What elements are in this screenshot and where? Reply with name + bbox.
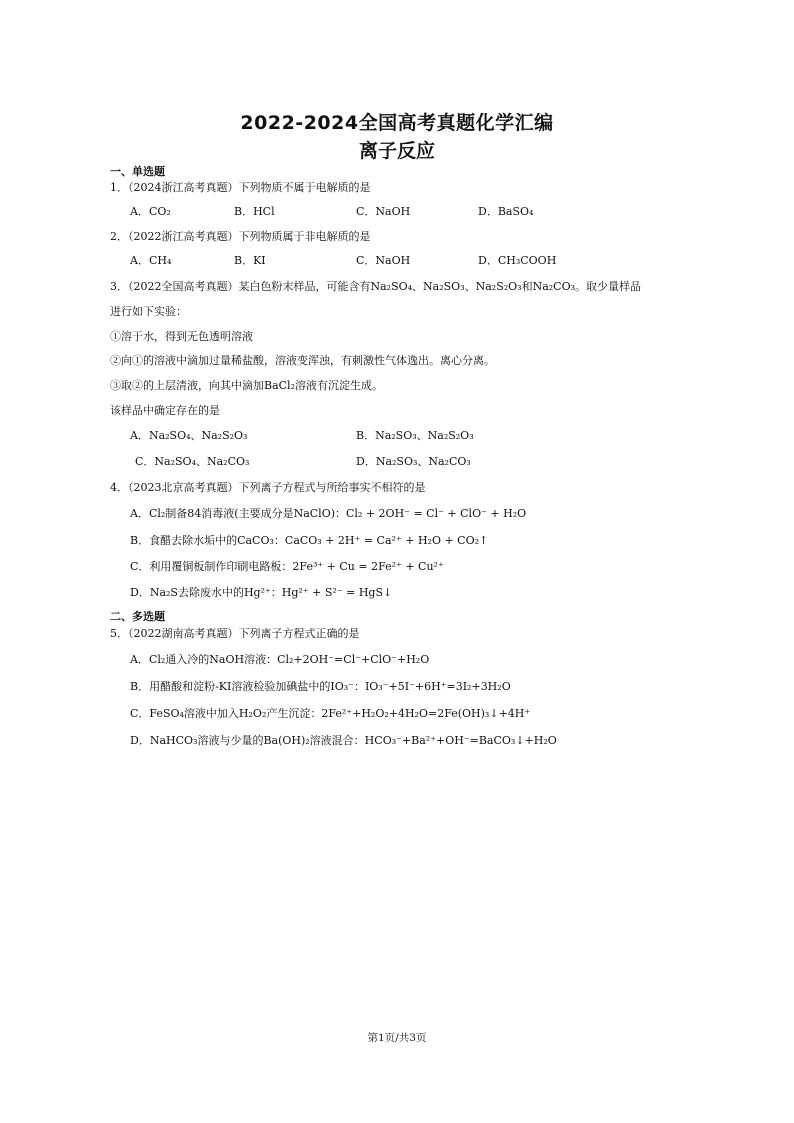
question-1-option-b: B．HCl	[234, 205, 275, 218]
question-2-option-d: D．CH₃COOH	[478, 254, 557, 267]
question-4-option-a: A．Cl₂制备84消毒液(主要成分是NaClO)：Cl₂ + 2OH⁻ = Cl⁻ + ClO⁻ + H₂O	[130, 507, 527, 520]
question-2-option-a: A．CH₄	[130, 254, 172, 267]
section-heading-multiple-choice: 二、多选题	[110, 610, 165, 623]
question-4-stem: 4．（2023北京高考真题）下列离子方程式与所给事实不相符的是	[110, 481, 426, 494]
question-3-stem-line-2: 进行如下实验：	[110, 305, 187, 318]
question-3-option-c: C．Na₂SO₄、Na₂CO₃	[135, 455, 250, 468]
question-3-step-2: ②向①的溶液中滴加过量稀盐酸，溶液变浑浊，有刺激性气体逸出。离心分离。	[110, 354, 495, 367]
question-5-stem: 5．（2022湖南高考真题）下列离子方程式正确的是	[110, 627, 360, 640]
question-4-option-b: B．食醋去除水垢中的CaCO₃：CaCO₃ + 2H⁺ = Ca²⁺ + H₂O + CO₂↑	[130, 534, 489, 547]
document-title: 2022-2024全国高考真题化学汇编	[240, 112, 554, 134]
question-5-option-d: D．NaHCO₃溶液与少量的Ba(OH)₂溶液混合：HCO₃⁻+Ba²⁺+OH⁻=BaCO₃↓+H₂O	[130, 734, 557, 747]
section-heading-single-choice: 一、单选题	[110, 165, 165, 178]
question-4-option-d: D．Na₂S去除废水中的Hg²⁺：Hg²⁺ + S²⁻ = HgS↓	[130, 586, 393, 599]
question-3-option-d: D．Na₂SO₃、Na₂CO₃	[356, 455, 471, 468]
question-2-option-c: C．NaOH	[356, 254, 411, 267]
question-2-stem: 2．（2022浙江高考真题）下列物质属于非电解质的是	[110, 230, 371, 243]
question-4-option-c: C．利用覆铜板制作印刷电路板：2Fe³⁺ + Cu = 2Fe²⁺ + Cu²⁺	[130, 560, 444, 573]
question-5-option-c: C．FeSO₄溶液中加入H₂O₂产生沉淀：2Fe²⁺+H₂O₂+4H₂O=2Fe(OH)₃↓+4H⁺	[130, 707, 531, 720]
question-1-option-d: D．BaSO₄	[478, 205, 534, 218]
question-5-option-a: A．Cl₂通入冷的NaOH溶液：Cl₂+2OH⁻=Cl⁻+ClO⁻+H₂O	[130, 653, 430, 666]
question-3-step-1: ①溶于水，得到无色透明溶液	[110, 330, 253, 343]
question-3-stem-line-1: 3．（2022全国高考真题）某白色粉末样品，可能含有Na₂SO₄、Na₂SO₃、Na₂S₂O₃和Na₂CO₃。取少量样品	[110, 280, 642, 293]
question-3-step-3: ③取②的上层清液，向其中滴加BaCl₂溶液有沉淀生成。	[110, 379, 383, 392]
question-3-ask: 该样品中确定存在的是	[110, 404, 220, 417]
question-3-option-a: A．Na₂SO₄、Na₂S₂O₃	[130, 429, 248, 442]
question-1-stem: 1．（2024浙江高考真题）下列物质不属于电解质的是	[110, 181, 371, 194]
document-subtitle: 离子反应	[358, 140, 435, 162]
question-1-option-a: A．CO₂	[130, 205, 171, 218]
page-footer: 第1页/共3页	[367, 1032, 427, 1044]
question-1-option-c: C．NaOH	[356, 205, 411, 218]
question-5-option-b: B．用醋酸和淀粉-KI溶液检验加碘盐中的IO₃⁻：IO₃⁻+5I⁻+6H⁺=3I₂+3H₂O	[130, 680, 511, 693]
question-2-option-b: B．KI	[234, 254, 266, 267]
question-3-option-b: B．Na₂SO₃、Na₂S₂O₃	[356, 429, 474, 442]
